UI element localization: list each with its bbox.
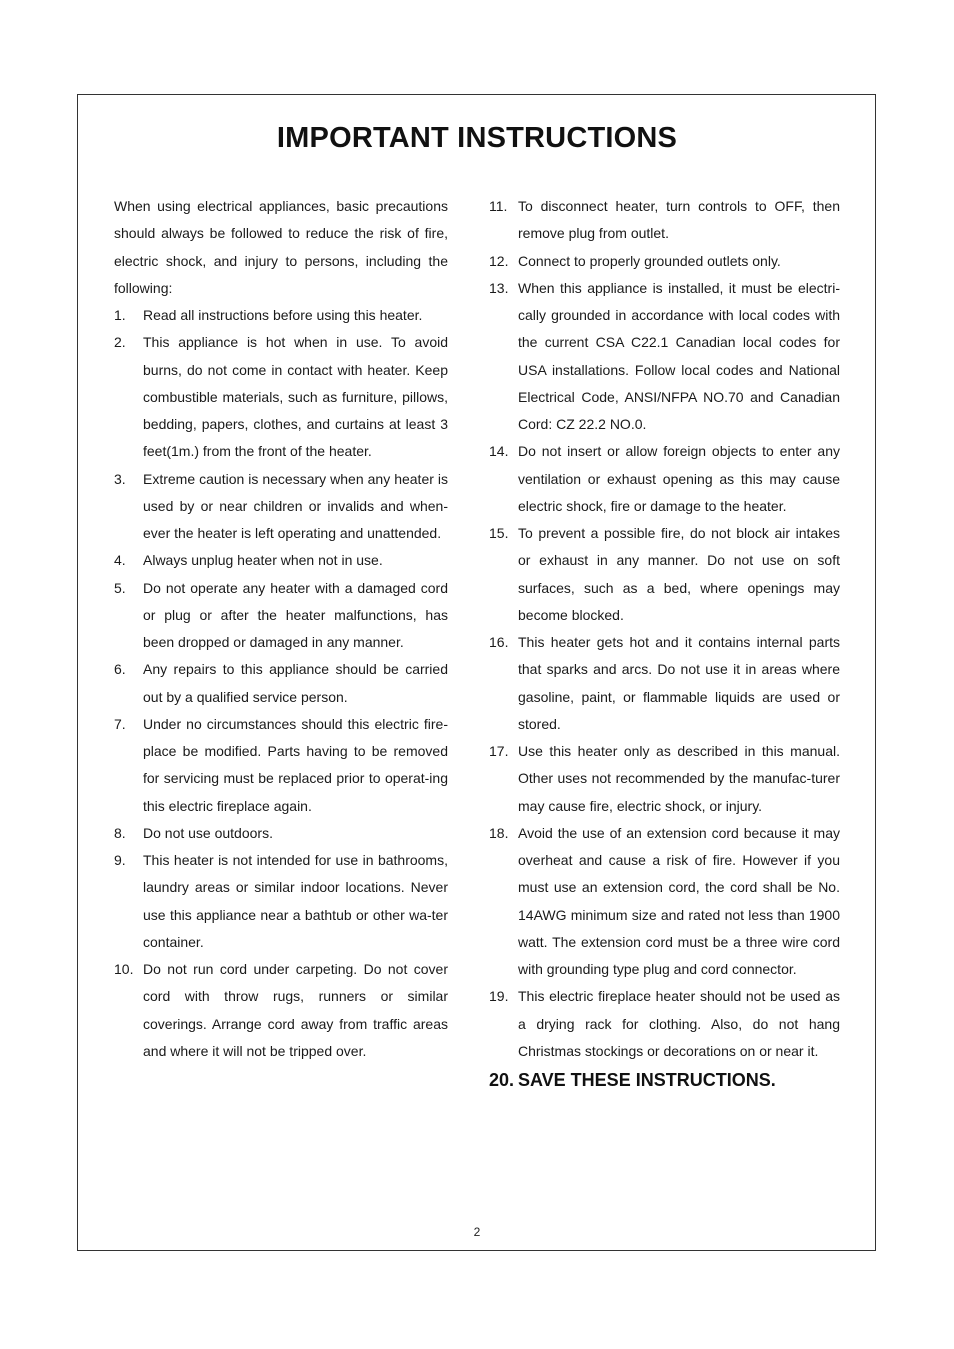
instruction-item <box>114 547 448 574</box>
save-text: SAVE THESE INSTRUCTIONS. <box>518 1070 776 1090</box>
left-instruction-list <box>114 302 448 1065</box>
item-number: 6. <box>114 661 126 678</box>
right-column <box>489 193 840 1092</box>
item-text: This heater is not intended for use in bathrooms, laundry areas or similar indoor locations. Never use this appliance near a bathtub or other wa-ter container. <box>143 852 448 950</box>
item-number: 14. <box>489 443 509 460</box>
instruction-item <box>489 738 840 820</box>
left-column <box>114 193 448 1065</box>
item-text: Do not operate any heater with a damaged cord or plug or after the heater malfunctions, has been dropped or damaged in any manner. <box>143 579 448 650</box>
instruction-item <box>489 820 840 984</box>
item-number: 5. <box>114 579 126 596</box>
item-text: Use this heater only as described in this manual. Other uses not recommended by the manufac-turer may cause fire, electric shock, or injury. <box>518 743 840 814</box>
instruction-item <box>114 656 448 711</box>
instruction-item <box>489 275 840 439</box>
instruction-item <box>114 847 448 956</box>
page-number: 2 <box>473 1225 481 1239</box>
item-text: Do not run cord under carpeting. Do not cover cord with throw rugs, runners or similar coverings. Arrange cord away from traffic areas and where it will not be tripped over. <box>143 961 448 1059</box>
instruction-item <box>489 983 840 1065</box>
instruction-item <box>489 629 840 738</box>
instruction-item <box>489 520 840 629</box>
item-number: 9. <box>114 852 126 868</box>
instruction-item <box>489 438 840 520</box>
item-text: Do not use outdoors. <box>143 824 273 841</box>
instruction-item <box>114 466 448 548</box>
item-text: When this appliance is installed, it must be electri-cally grounded in accordance with local codes with the current CSA C22.1 Canadian local codes for USA installations. Follow local codes and National Electrical Code, ANSI/NFPA NO.70 and Canadian Cord: CZ 22.2 NO.0. <box>518 279 840 432</box>
item-text: This heater gets hot and it contains internal parts that sparks and arcs. Do not use it in areas where gasoline, paint, or flammable liquids are used or stored. <box>518 634 840 732</box>
item-number: 10. <box>114 961 134 977</box>
item-text: Connect to properly grounded outlets only. <box>518 252 781 269</box>
instruction-item <box>114 820 448 847</box>
item-number: 7. <box>114 715 126 732</box>
item-number: 2. <box>114 334 126 351</box>
page-title: IMPORTANT INSTRUCTIONS <box>276 122 678 154</box>
item-number: 4. <box>114 552 126 569</box>
item-text: Do not insert or allow foreign objects to enter any ventilation or exhaust opening as this may cause electric shock, fire or damage to the heater. <box>518 443 840 514</box>
instruction-item <box>114 711 448 820</box>
item-text: Extreme caution is necessary when any heater is used by or near children or invalids and when-ever the heater is left operating and unattended. <box>143 470 448 541</box>
instruction-item <box>489 193 840 248</box>
instruction-item <box>114 956 448 1065</box>
item-number: 3. <box>114 470 126 487</box>
item-number: 17. <box>489 743 509 759</box>
item-number: 19. <box>489 988 509 1005</box>
item-text: Under no circumstances should this electric fire-place be modified. Parts having to be removed for servicing must be replaced prior to operat-ing this electric fireplace again. <box>143 715 448 814</box>
item-number: 1. <box>114 307 126 323</box>
item-number: 12. <box>489 252 509 269</box>
item-text: This electric fireplace heater should not be used as a drying rack for clothing. Also, do not hang Christmas stockings or decorations on or near it. <box>518 988 840 1059</box>
item-number: 16. <box>489 634 509 650</box>
item-number: 8. <box>114 824 126 841</box>
right-instruction-list <box>489 193 840 1065</box>
item-number: 13. <box>489 279 509 296</box>
instruction-item <box>114 302 448 329</box>
instruction-item <box>489 248 840 275</box>
save-instructions <box>489 1068 840 1092</box>
item-number: 18. <box>489 824 509 841</box>
item-number: 15. <box>489 525 509 541</box>
item-text: This appliance is hot when in use. To avoid burns, do not come in contact with heater. Keep combustible materials, such as furniture, pillows, bedding, papers, clothes, and curtains at least 3 feet(1m.) from the front of the heater. <box>143 334 448 460</box>
item-text: To disconnect heater, turn controls to OFF, then remove plug from outlet. <box>518 198 840 242</box>
item-number: 11. <box>489 198 508 214</box>
item-text: Read all instructions before using this heater. <box>143 307 423 323</box>
save-number: 20. <box>489 1070 515 1090</box>
item-text: Avoid the use of an extension cord because it may overheat and cause a risk of fire. However if you must use an extension cord, the cord shall be No. 14AWG minimum size and rated not less than 1900 watt. The extension cord must be a three wire cord with grounding type plug and cord connector. <box>518 824 840 977</box>
instruction-item <box>114 575 448 657</box>
instruction-item <box>114 329 448 465</box>
item-text: To prevent a possible fire, do not block air intakes or exhaust in any manner. Do not use on soft surfaces, such as a bed, where openings may become blocked. <box>518 525 840 623</box>
item-text: Any repairs to this appliance should be carried out by a qualified service person. <box>143 661 448 705</box>
item-text: Always unplug heater when not in use. <box>143 552 383 569</box>
intro-paragraph: When using electrical appliances, basic precautions should always be followed to reduce the risk of fire, electric shock, and injury to persons, including the following: <box>114 198 448 296</box>
